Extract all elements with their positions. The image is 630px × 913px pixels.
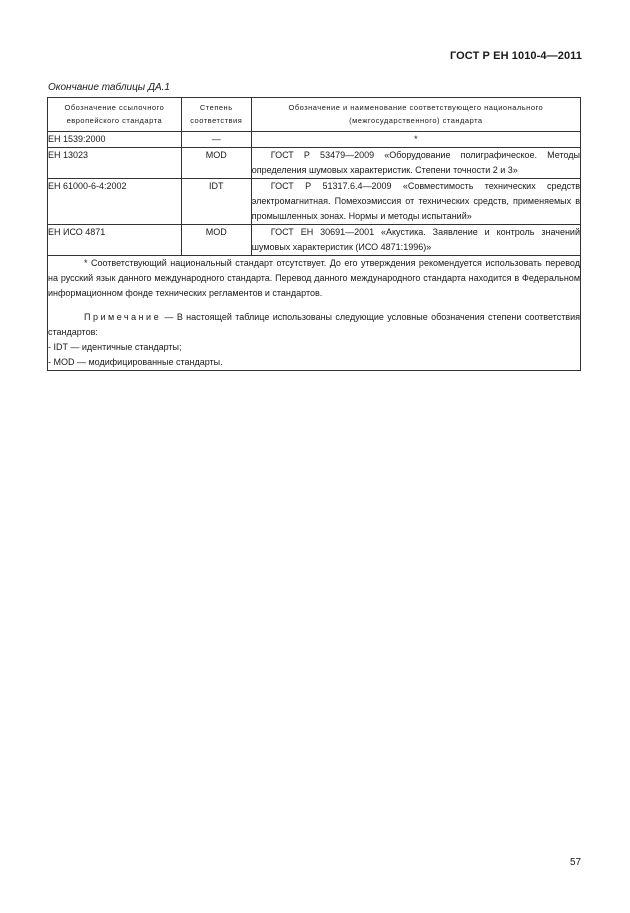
degree-cell: MOD — [181, 148, 251, 179]
note-item-mod: - MOD — модифицированные стандарты. — [48, 357, 223, 367]
column-header-degree: Степень соответствия — [181, 98, 251, 132]
document-number: ГОСТ Р ЕН 1010-4—2011 — [449, 50, 582, 62]
european-standard-cell: ЕН ИСО 4871 — [48, 225, 182, 256]
degree-cell: MOD — [181, 225, 251, 256]
european-standard-cell: ЕН 1539:2000 — [48, 132, 182, 148]
degree-cell: — — [181, 132, 251, 148]
column-header-national-standard: Обозначение и наименование соответствующего национального (межгосударственного) стандарта — [251, 98, 580, 132]
column-header-european-standard: Обозначение ссылочного европейского стандарта — [48, 98, 182, 132]
table-row — [48, 179, 581, 225]
national-standard-cell — [251, 148, 580, 179]
national-standard-cell — [251, 179, 580, 225]
national-standard-text: ГОСТ Р 51317.6.4—2009 «Совместимость технических средств электромагнитная. Помехоэмиссия от технических средств, применяемых в промышленных зонах. Нормы и методы испытаний» — [251, 181, 580, 221]
table-row — [48, 132, 581, 148]
footnote: * Соответствующий национальный стандарт отсутствует. До его утверждения рекомендуется использовать перевод на русский язык данного международного стандарта. Перевод данного международного стандарта находится в Федеральном информационном фонде технических регламентов и стандартов. — [48, 258, 580, 298]
table-header-row — [48, 98, 581, 132]
page-number: 57 — [570, 857, 582, 868]
table-row — [48, 225, 581, 256]
table-notes-row — [48, 256, 581, 371]
degree-cell: IDT — [181, 179, 251, 225]
note-text: — В настоящей таблице использованы следующие условные обозначения степени соответствия стандартов: — [48, 312, 580, 337]
table-caption: Окончание таблицы ДА.1 — [48, 82, 170, 93]
correspondence-table — [47, 97, 581, 371]
note — [48, 310, 580, 340]
table-notes — [48, 256, 581, 371]
european-standard-cell: ЕН 61000-6-4:2002 — [48, 179, 182, 225]
table-row — [48, 148, 581, 179]
national-standard-cell — [251, 225, 580, 256]
national-standard-text: ГОСТ ЕН 30691—2001 «Акустика. Заявление и контроль значений шумовых характеристик (ИСО 4871:1996)» — [251, 227, 580, 252]
national-standard-text: ГОСТ Р 53479—2009 «Оборудование полиграфическое. Методы определения шумовых характеристик. Степени точности 2 и 3» — [251, 150, 580, 175]
national-standard-cell: * — [251, 132, 580, 148]
note-item-idt: - IDT — идентичные стандарты; — [48, 342, 182, 352]
european-standard-cell: ЕН 13023 — [48, 148, 182, 179]
note-label: Примечание — [84, 312, 162, 322]
